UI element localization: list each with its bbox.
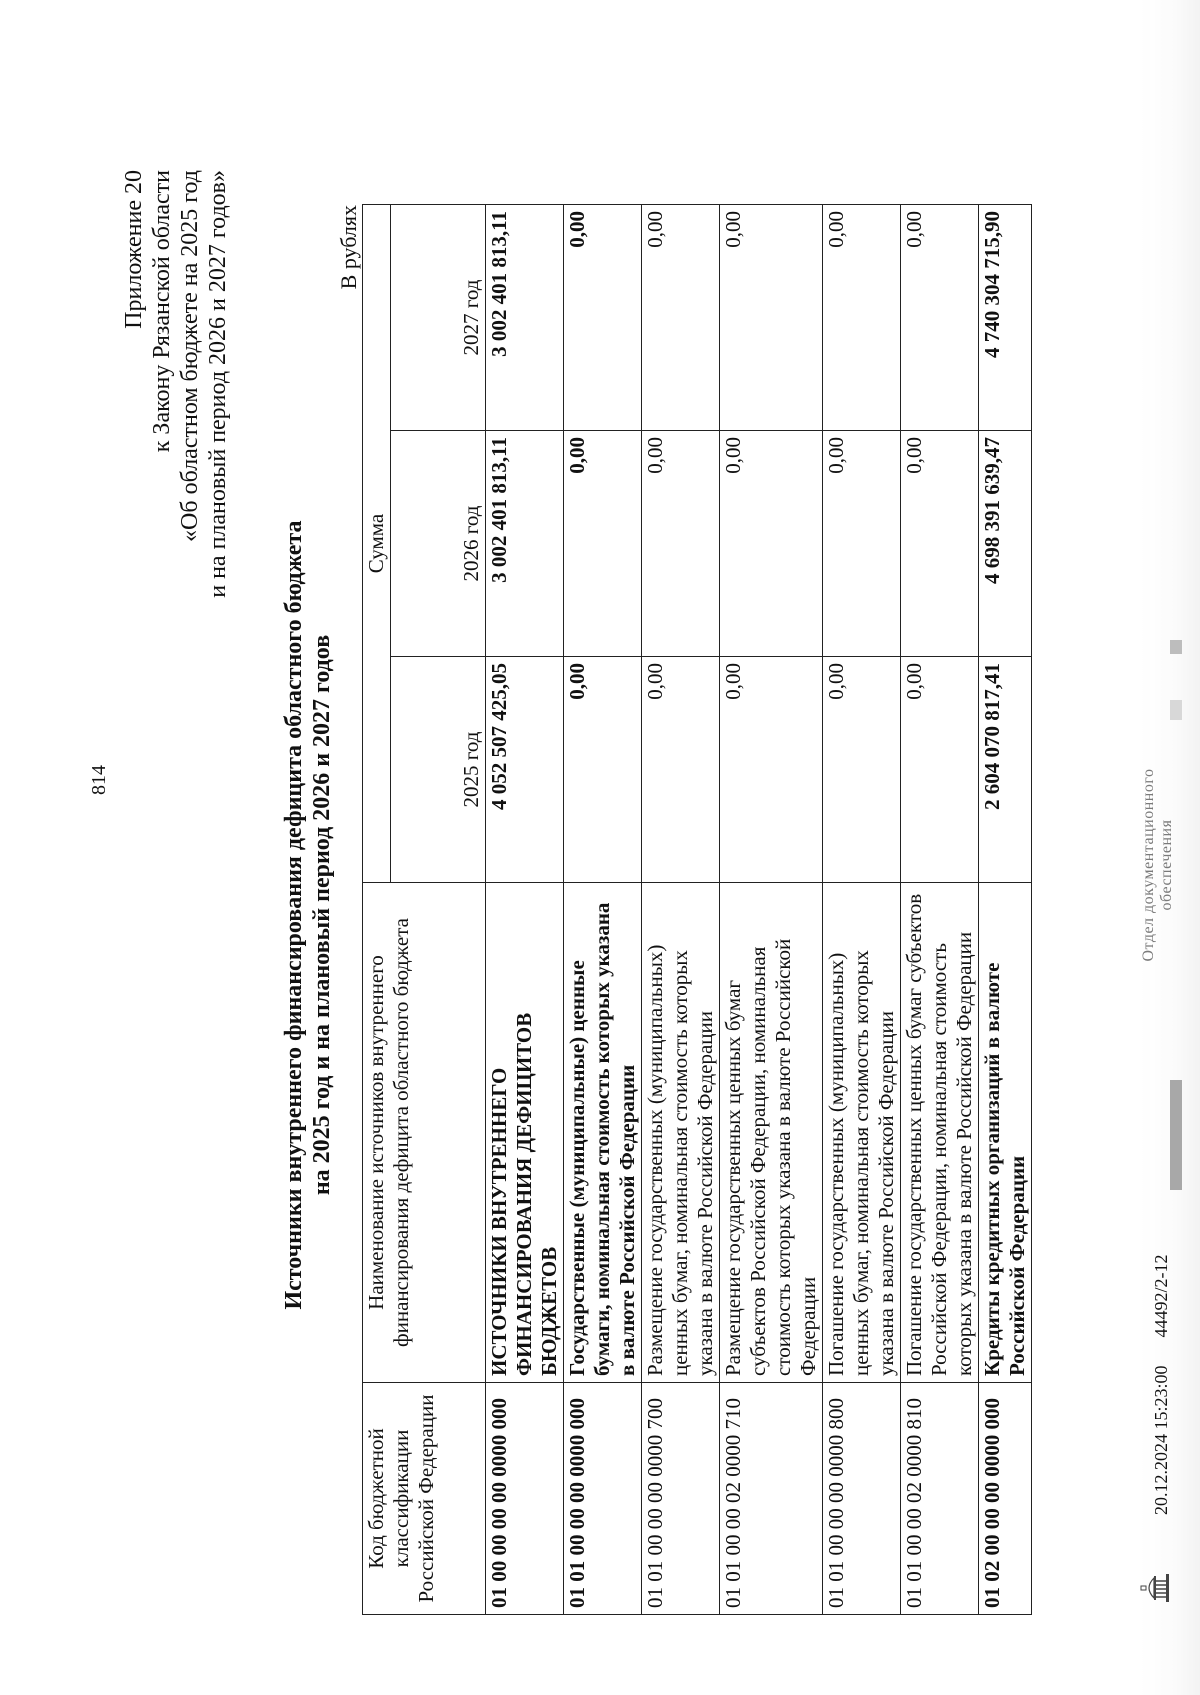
row-value-2025: 0,00 (901, 657, 979, 883)
appendix-header (120, 170, 232, 598)
header-year-2026: 2026 год (391, 431, 486, 657)
row-value-2025: 0,00 (823, 657, 901, 883)
document-title (280, 415, 336, 1415)
row-code: 01 01 00 00 00 0000 700 (642, 1383, 720, 1615)
table-header-row (363, 205, 391, 1615)
row-code: 01 01 00 00 00 0000 800 (823, 1383, 901, 1615)
row-value-2027: 0,00 (642, 205, 720, 431)
row-value-2026: 0,00 (642, 431, 720, 657)
header-sum: Сумма (363, 205, 391, 883)
row-value-2027: 0,00 (564, 205, 642, 431)
row-value-2025: 0,00 (642, 657, 720, 883)
financing-sources-table (362, 204, 1032, 1615)
row-name: Кредиты кредитных организаций в валюте Российской Федерации (979, 883, 1032, 1383)
row-value-2027: 3 002 401 813,11 (486, 205, 564, 431)
row-value-2026: 4 698 391 639,47 (979, 431, 1032, 657)
row-value-2026: 0,00 (720, 431, 823, 657)
row-code: 01 01 00 00 00 0000 000 (564, 1383, 642, 1615)
table-row (564, 205, 642, 1615)
row-value-2027: 0,00 (720, 205, 823, 431)
row-name: Погашение государственных (муниципальных) ценных бумаг, номинальная стоимость которых указана в валюте Российской Федерации (823, 883, 901, 1383)
row-value-2026: 0,00 (901, 431, 979, 657)
header-name: Наименование источников внутреннего финансирования дефицита областного бюджета (363, 883, 486, 1383)
stamp-line: Отдел документационного (1140, 768, 1157, 962)
department-stamp (1140, 735, 1176, 995)
row-value-2026: 0,00 (823, 431, 901, 657)
title-line: на 2025 год и на плановый период 2026 и 2027 годов (309, 634, 335, 1196)
row-value-2026: 3 002 401 813,11 (486, 431, 564, 657)
row-value-2027: 4 740 304 715,90 (979, 205, 1032, 431)
header-year-2027: 2027 год (391, 205, 486, 431)
title-line: Источники внутреннего финансирования дефицита областного бюджета (281, 520, 307, 1310)
row-value-2027: 0,00 (901, 205, 979, 431)
header-year-2025: 2025 год (391, 657, 486, 883)
row-value-2025: 0,00 (564, 657, 642, 883)
row-name: ИСТОЧНИКИ ВНУТРЕННЕГО ФИНАНСИРОВАНИЯ ДЕФИЦИТОВ БЮДЖЕТОВ (486, 883, 564, 1383)
document-footer (1140, 1254, 1172, 1603)
stamp-line: обеспечения (1158, 819, 1175, 911)
row-value-2025: 4 052 507 425,05 (486, 657, 564, 883)
row-value-2025: 0,00 (720, 657, 823, 883)
row-value-2027: 0,00 (823, 205, 901, 431)
row-code: 01 00 00 00 00 0000 000 (486, 1383, 564, 1615)
appendix-line: «Об областном бюджете на 2025 год (177, 170, 203, 542)
footer-datetime: 20.12.2024 15:23:00 (1151, 1365, 1171, 1515)
table-row (486, 205, 564, 1615)
appendix-line: к Закону Рязанской области (149, 170, 175, 453)
table-row (823, 205, 901, 1615)
row-name: Погашение государственных ценных бумаг субъектов Российской Федерации, номинальная стоимость которых указана в валюте Российской Федерации (901, 883, 979, 1383)
row-name: Размещение государственных (муниципальных) ценных бумаг, номинальная стоимость которых указана в валюте Российской Федерации (642, 883, 720, 1383)
row-code: 01 01 00 00 02 0000 810 (901, 1383, 979, 1615)
units-label: В рублях (336, 205, 361, 290)
table-row (642, 205, 720, 1615)
row-code: 01 01 00 00 02 0000 710 (720, 1383, 823, 1615)
appendix-line: Приложение 20 (121, 170, 147, 329)
page-number: 814 (88, 765, 110, 795)
appendix-line: и на плановый период 2026 и 2027 годов» (205, 170, 231, 598)
parliament-building-icon (1140, 1573, 1172, 1603)
row-value-2026: 0,00 (564, 431, 642, 657)
header-code: Код бюджетной классификации Российской Федерации (363, 1383, 486, 1615)
row-value-2025: 2 604 070 817,41 (979, 657, 1032, 883)
table-row (901, 205, 979, 1615)
table-row (979, 205, 1032, 1615)
footer-doc-number: 44492/2-12 (1151, 1254, 1171, 1338)
table-row (720, 205, 823, 1615)
row-name: Размещение государственных ценных бумаг субъектов Российской Федерации, номинальная стоимость которых указана в валюте Российской Федерации (720, 883, 823, 1383)
row-name: Государственные (муниципальные) ценные бумаги, номинальная стоимость которых указана в валюте Российской Федерации (564, 883, 642, 1383)
row-code: 01 02 00 00 00 0000 000 (979, 1383, 1032, 1615)
